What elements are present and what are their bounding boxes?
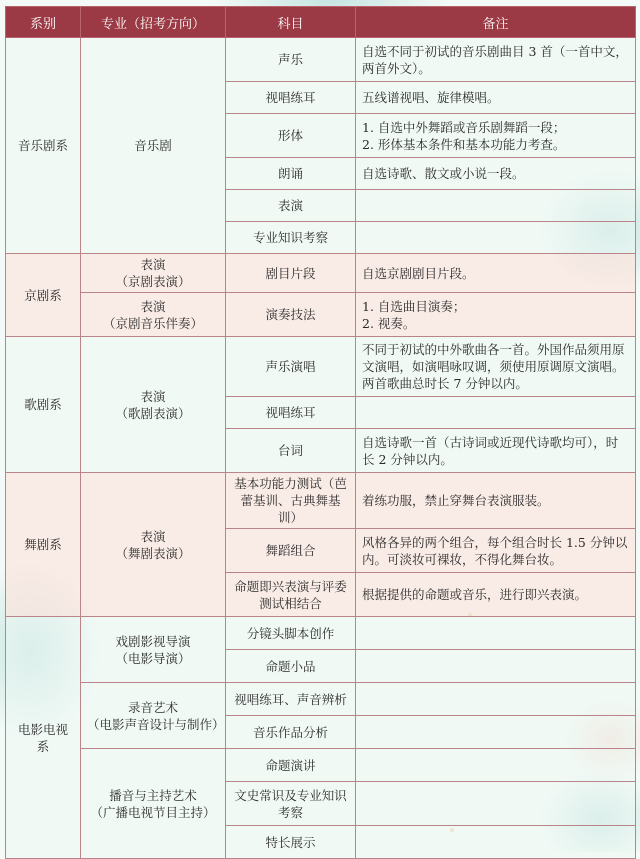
note-cell: 根据提供的命题或音乐，进行即兴表演。 — [356, 573, 636, 617]
subject-cell: 舞蹈组合 — [226, 529, 356, 573]
note-cell — [356, 222, 636, 254]
table-row — [6, 293, 636, 337]
subject-cell: 专业知识考察 — [226, 222, 356, 254]
subject-cell: 视唱练耳 — [226, 397, 356, 429]
table-row — [6, 617, 636, 650]
major-cell — [81, 617, 226, 683]
subject-cell: 特长展示 — [226, 826, 356, 859]
major-direction: （歌剧表演） — [115, 405, 191, 421]
table-row — [6, 254, 636, 293]
subject-cell: 分镜头脚本创作 — [226, 617, 356, 650]
subject-cell: 命题演讲 — [226, 749, 356, 782]
note-cell — [356, 650, 636, 683]
department-cell: 京剧系 — [6, 254, 81, 337]
major-direction: （舞剧表演） — [115, 545, 191, 561]
subject-cell: 表演 — [226, 190, 356, 222]
table-row — [6, 473, 636, 529]
major-name: 表演 — [140, 257, 166, 272]
note-cell — [356, 749, 636, 782]
major-name: 戏剧影视导演 — [115, 633, 191, 649]
major-direction: （京剧音乐伴奏） — [102, 315, 203, 331]
major-cell — [81, 337, 226, 473]
subject-cell: 文史常识及专业知识考察 — [226, 782, 356, 826]
major-direction: （电影声音设计与制作） — [87, 716, 225, 732]
major-cell — [81, 254, 226, 293]
header-major: 专业（招考方向） — [81, 7, 226, 38]
note-cell — [356, 617, 636, 650]
subject-cell: 命题小品 — [226, 650, 356, 683]
subject-cell: 音乐作品分析 — [226, 716, 356, 749]
table-row — [6, 337, 636, 397]
subject-cell: 视唱练耳、声音辨析 — [226, 683, 356, 716]
subject-cell: 视唱练耳 — [226, 82, 356, 114]
note-cell — [356, 114, 636, 158]
department-cell: 舞剧系 — [6, 473, 81, 617]
note-line: 2. 形体基本条件和基本功能力考查。 — [362, 136, 566, 152]
exam-subjects-table — [5, 6, 636, 859]
note-cell — [356, 716, 636, 749]
subject-cell: 形体 — [226, 114, 356, 158]
subject-cell: 朗诵 — [226, 158, 356, 190]
major-name: 录音艺术 — [127, 699, 178, 715]
major-cell — [81, 683, 226, 749]
department-cell: 音乐剧系 — [6, 38, 81, 254]
subject-cell: 演奏技法 — [226, 293, 356, 337]
subject-cell: 基本功能力测试（芭蕾基训、古典舞基训） — [226, 473, 356, 529]
subject-cell: 台词 — [226, 429, 356, 473]
note-cell — [356, 397, 636, 429]
note-cell: 风格各异的两个组合，每个组合时长 1.5 分钟以内。可淡妆可裸妆，不得化舞台妆。 — [356, 529, 636, 573]
note-cell: 自选诗歌、散文或小说一段。 — [356, 158, 636, 190]
note-cell — [356, 293, 636, 337]
note-cell — [356, 190, 636, 222]
table-row — [6, 38, 636, 82]
note-cell — [356, 782, 636, 826]
major-name: 表演 — [140, 388, 166, 404]
major-name: 播音与主持艺术 — [109, 787, 197, 803]
note-line: 1. 自选中外舞蹈或音乐剧舞蹈一段； — [362, 119, 566, 135]
note-cell: 自选不同于初试的音乐剧曲目 3 首（一首中文，两首外文）。 — [356, 38, 636, 82]
note-cell: 自选诗歌一首（古诗词或近现代诗歌均可），时长 2 分钟以内。 — [356, 429, 636, 473]
note-cell: 自选京剧剧目片段。 — [356, 254, 636, 293]
table-row — [6, 683, 636, 716]
subject-cell: 剧目片段 — [226, 254, 356, 293]
note-cell: 五线谱视唱、旋律模唱。 — [356, 82, 636, 114]
major-cell — [81, 293, 226, 337]
note-line: 1. 自选曲目演奏； — [362, 298, 466, 314]
department-cell: 电影电视系 — [6, 617, 81, 859]
department-cell: 歌剧系 — [6, 337, 81, 473]
subject-cell: 声乐 — [226, 38, 356, 82]
major-direction: （广播电视节目主持） — [90, 804, 216, 820]
major-name: 表演 — [140, 298, 166, 314]
header-subject: 科目 — [226, 7, 356, 38]
table-header-row — [6, 7, 636, 38]
major-cell — [81, 749, 226, 859]
major-direction: （京剧表演） — [115, 274, 191, 289]
note-cell — [356, 826, 636, 859]
major-direction: （电影导演） — [115, 650, 191, 666]
major-cell: 音乐剧 — [81, 38, 226, 254]
note-cell: 着练功服，禁止穿舞台表演服装。 — [356, 473, 636, 529]
note-line: 2. 视奏。 — [362, 315, 416, 331]
table-row — [6, 749, 636, 782]
subject-cell: 命题即兴表演与评委测试相结合 — [226, 573, 356, 617]
major-cell — [81, 473, 226, 617]
header-department: 系别 — [6, 7, 81, 38]
major-name: 表演 — [140, 528, 166, 544]
note-cell — [356, 683, 636, 716]
header-notes: 备注 — [356, 7, 636, 38]
note-cell: 不同于初试的中外歌曲各一首。外国作品须用原文演唱，如演唱咏叹调，须使用原调原文演唱。两首歌曲总时长 7 分钟以内。 — [356, 337, 636, 397]
subject-cell: 声乐演唱 — [226, 337, 356, 397]
